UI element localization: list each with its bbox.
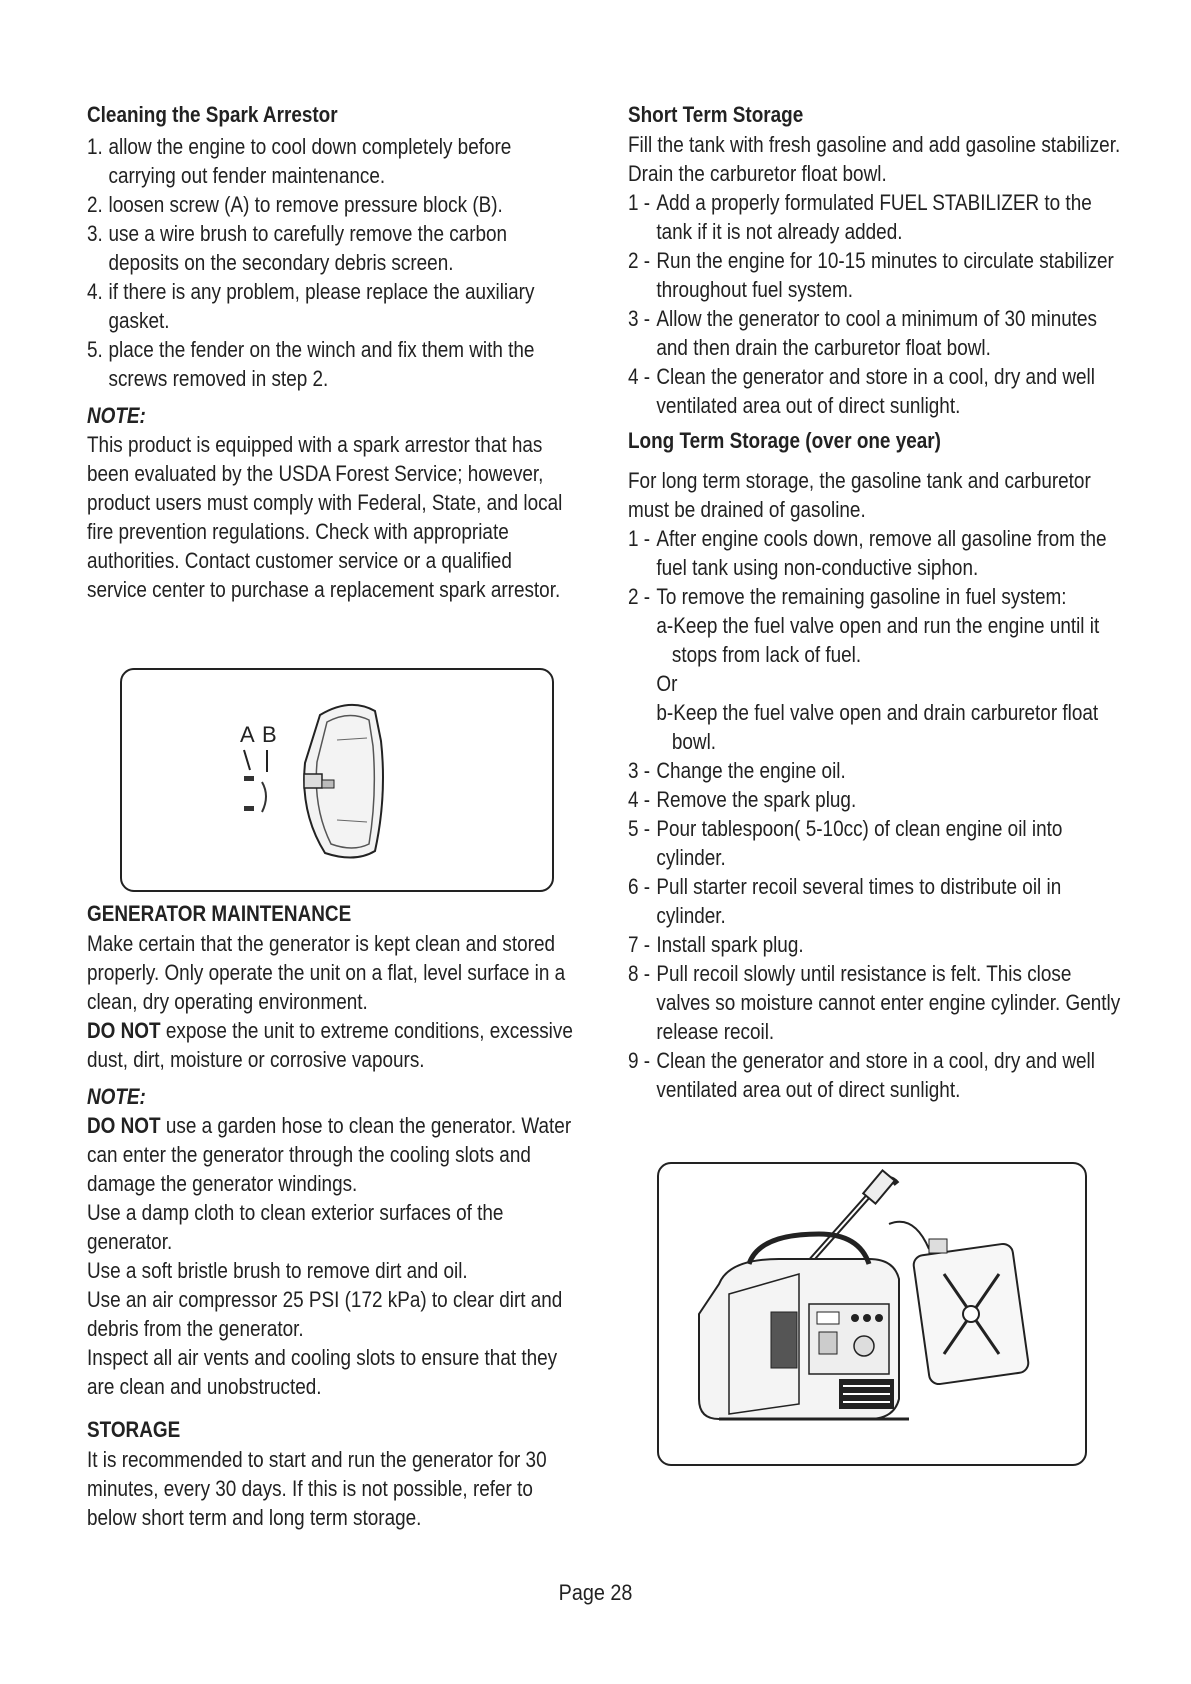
list-item: 7 - Install spark plug. — [628, 932, 804, 957]
long-term-steps — [628, 524, 1127, 611]
left-column — [87, 100, 577, 604]
long-term-intro: For long term storage, the gasoline tank and carburetor must be drained of gasoline. — [628, 468, 1091, 522]
spark-arrestor-heading: Cleaning the Spark Arrestor — [87, 102, 338, 127]
list-item: 3 - Change the engine oil. — [628, 758, 846, 783]
storage-text: It is recommended to start and run the generator for 30 minutes, every 30 days. If this is not possible, refer to below short term and long term storage. — [87, 1447, 547, 1530]
substep-b: b-Keep the fuel valve open and drain carburetor float bowl. — [656, 700, 1099, 754]
list-item: 1 - Add a properly formulated FUEL STABILIZER to the tank if it is not already added. — [628, 190, 1092, 244]
generator-storage-figure — [657, 1162, 1087, 1466]
substep-a: a-Keep the fuel valve open and run the engine until it stops from lack of fuel. — [656, 613, 1100, 667]
spark-arrestor-illustration — [122, 670, 552, 890]
cleaning-tip: Inspect all air vents and cooling slots to ensure that they are clean and unobstructed. — [87, 1345, 558, 1399]
list-item: 9 - Clean the generator and store in a cool, dry and well ventilated area out of direct sunlight. — [628, 1048, 1095, 1102]
maintenance-text: Make certain that the generator is kept clean and stored properly. Only operate the unit on a flat, level surface in a clean, dry operating environment. — [87, 931, 566, 1014]
hose-warning: DO NOT use a garden hose to clean the generator. Water can enter the generator through the cooling slots and damage the generator windings. — [87, 1113, 572, 1196]
long-term-storage-heading: Long Term Storage (over one year) — [628, 428, 941, 453]
cleaning-tip: Use an air compressor 25 PSI (172 kPa) to clear dirt and debris from the generator. — [87, 1287, 563, 1341]
spark-arrestor-figure — [120, 668, 554, 892]
cleaning-tip: Use a soft bristle brush to remove dirt and oil. — [87, 1258, 468, 1283]
spark-note-text: This product is equipped with a spark arrestor that has been evaluated by the USDA Forest Service; however, product users must comply with Federal, State, and local fire prevention regulations. Check with appropriate authorities. Contact customer service or a qualified service center to purchase a replacement spark arrestor. — [87, 432, 563, 602]
short-term-intro: Fill the tank with fresh gasoline and add gasoline stabilizer. Drain the carburetor float bowl. — [628, 132, 1121, 186]
maintenance-warning: DO NOT expose the unit to extreme conditions, excessive dust, dirt, moisture or corrosive vapours. — [87, 1018, 573, 1072]
label-a: A — [240, 722, 255, 747]
storage-heading: STORAGE — [87, 1417, 181, 1442]
list-item: 1 - After engine cools down, remove all gasoline from the fuel tank using non-conductive siphon. — [628, 526, 1107, 580]
cleaning-tip: Use a damp cloth to clean exterior surfaces of the generator. — [87, 1200, 504, 1254]
long-term-substeps — [628, 611, 1127, 756]
list-item: 4. if there is any problem, please replace the auxiliary gasket. — [87, 279, 535, 333]
short-term-storage-heading: Short Term Storage — [628, 102, 804, 127]
page-number: Page 28 — [558, 1580, 633, 1605]
substep-or: Or — [656, 671, 678, 696]
right-column — [628, 100, 1128, 1104]
list-item: 2. loosen screw (A) to remove pressure block (B). — [87, 192, 503, 217]
list-item: 3 - Allow the generator to cool a minimum of 30 minutes and then drain the carburetor float bowl. — [628, 306, 1098, 360]
list-item: 1. allow the engine to cool down completely before carrying out fender maintenance. — [87, 134, 512, 188]
list-item: 2 - Run the engine for 10-15 minutes to circulate stabilizer throughout fuel system. — [628, 248, 1114, 302]
list-item: 2 - To remove the remaining gasoline in fuel system: — [628, 584, 1067, 609]
list-item: 3. use a wire brush to carefully remove the carbon deposits on the secondary debris screen. — [87, 221, 508, 275]
long-term-steps-rest — [628, 756, 1127, 1104]
list-item: 4 - Clean the generator and store in a cool, dry and well ventilated area out of direct sunlight. — [628, 364, 1095, 418]
short-term-steps — [628, 188, 1127, 420]
maintenance-section — [87, 899, 577, 1532]
note-label: NOTE: — [87, 403, 146, 428]
list-item: 5. place the fender on the winch and fix them with the screws removed in step 2. — [87, 337, 535, 391]
list-item: 6 - Pull starter recoil several times to distribute oil in cylinder. — [628, 874, 1062, 928]
list-item: 4 - Remove the spark plug. — [628, 787, 857, 812]
note-label: NOTE: — [87, 1084, 146, 1109]
generator-maintenance-heading: GENERATOR MAINTENANCE — [87, 901, 352, 926]
label-b: B — [262, 722, 277, 747]
spark-steps-list — [87, 132, 576, 393]
list-item: 8 - Pull recoil slowly until resistance is felt. This close valves so moisture cannot enter engine cylinder. Gently release recoil. — [628, 961, 1121, 1044]
list-item: 5 - Pour tablespoon( 5-10cc) of clean engine oil into cylinder. — [628, 816, 1063, 870]
generator-illustration — [659, 1164, 1085, 1464]
